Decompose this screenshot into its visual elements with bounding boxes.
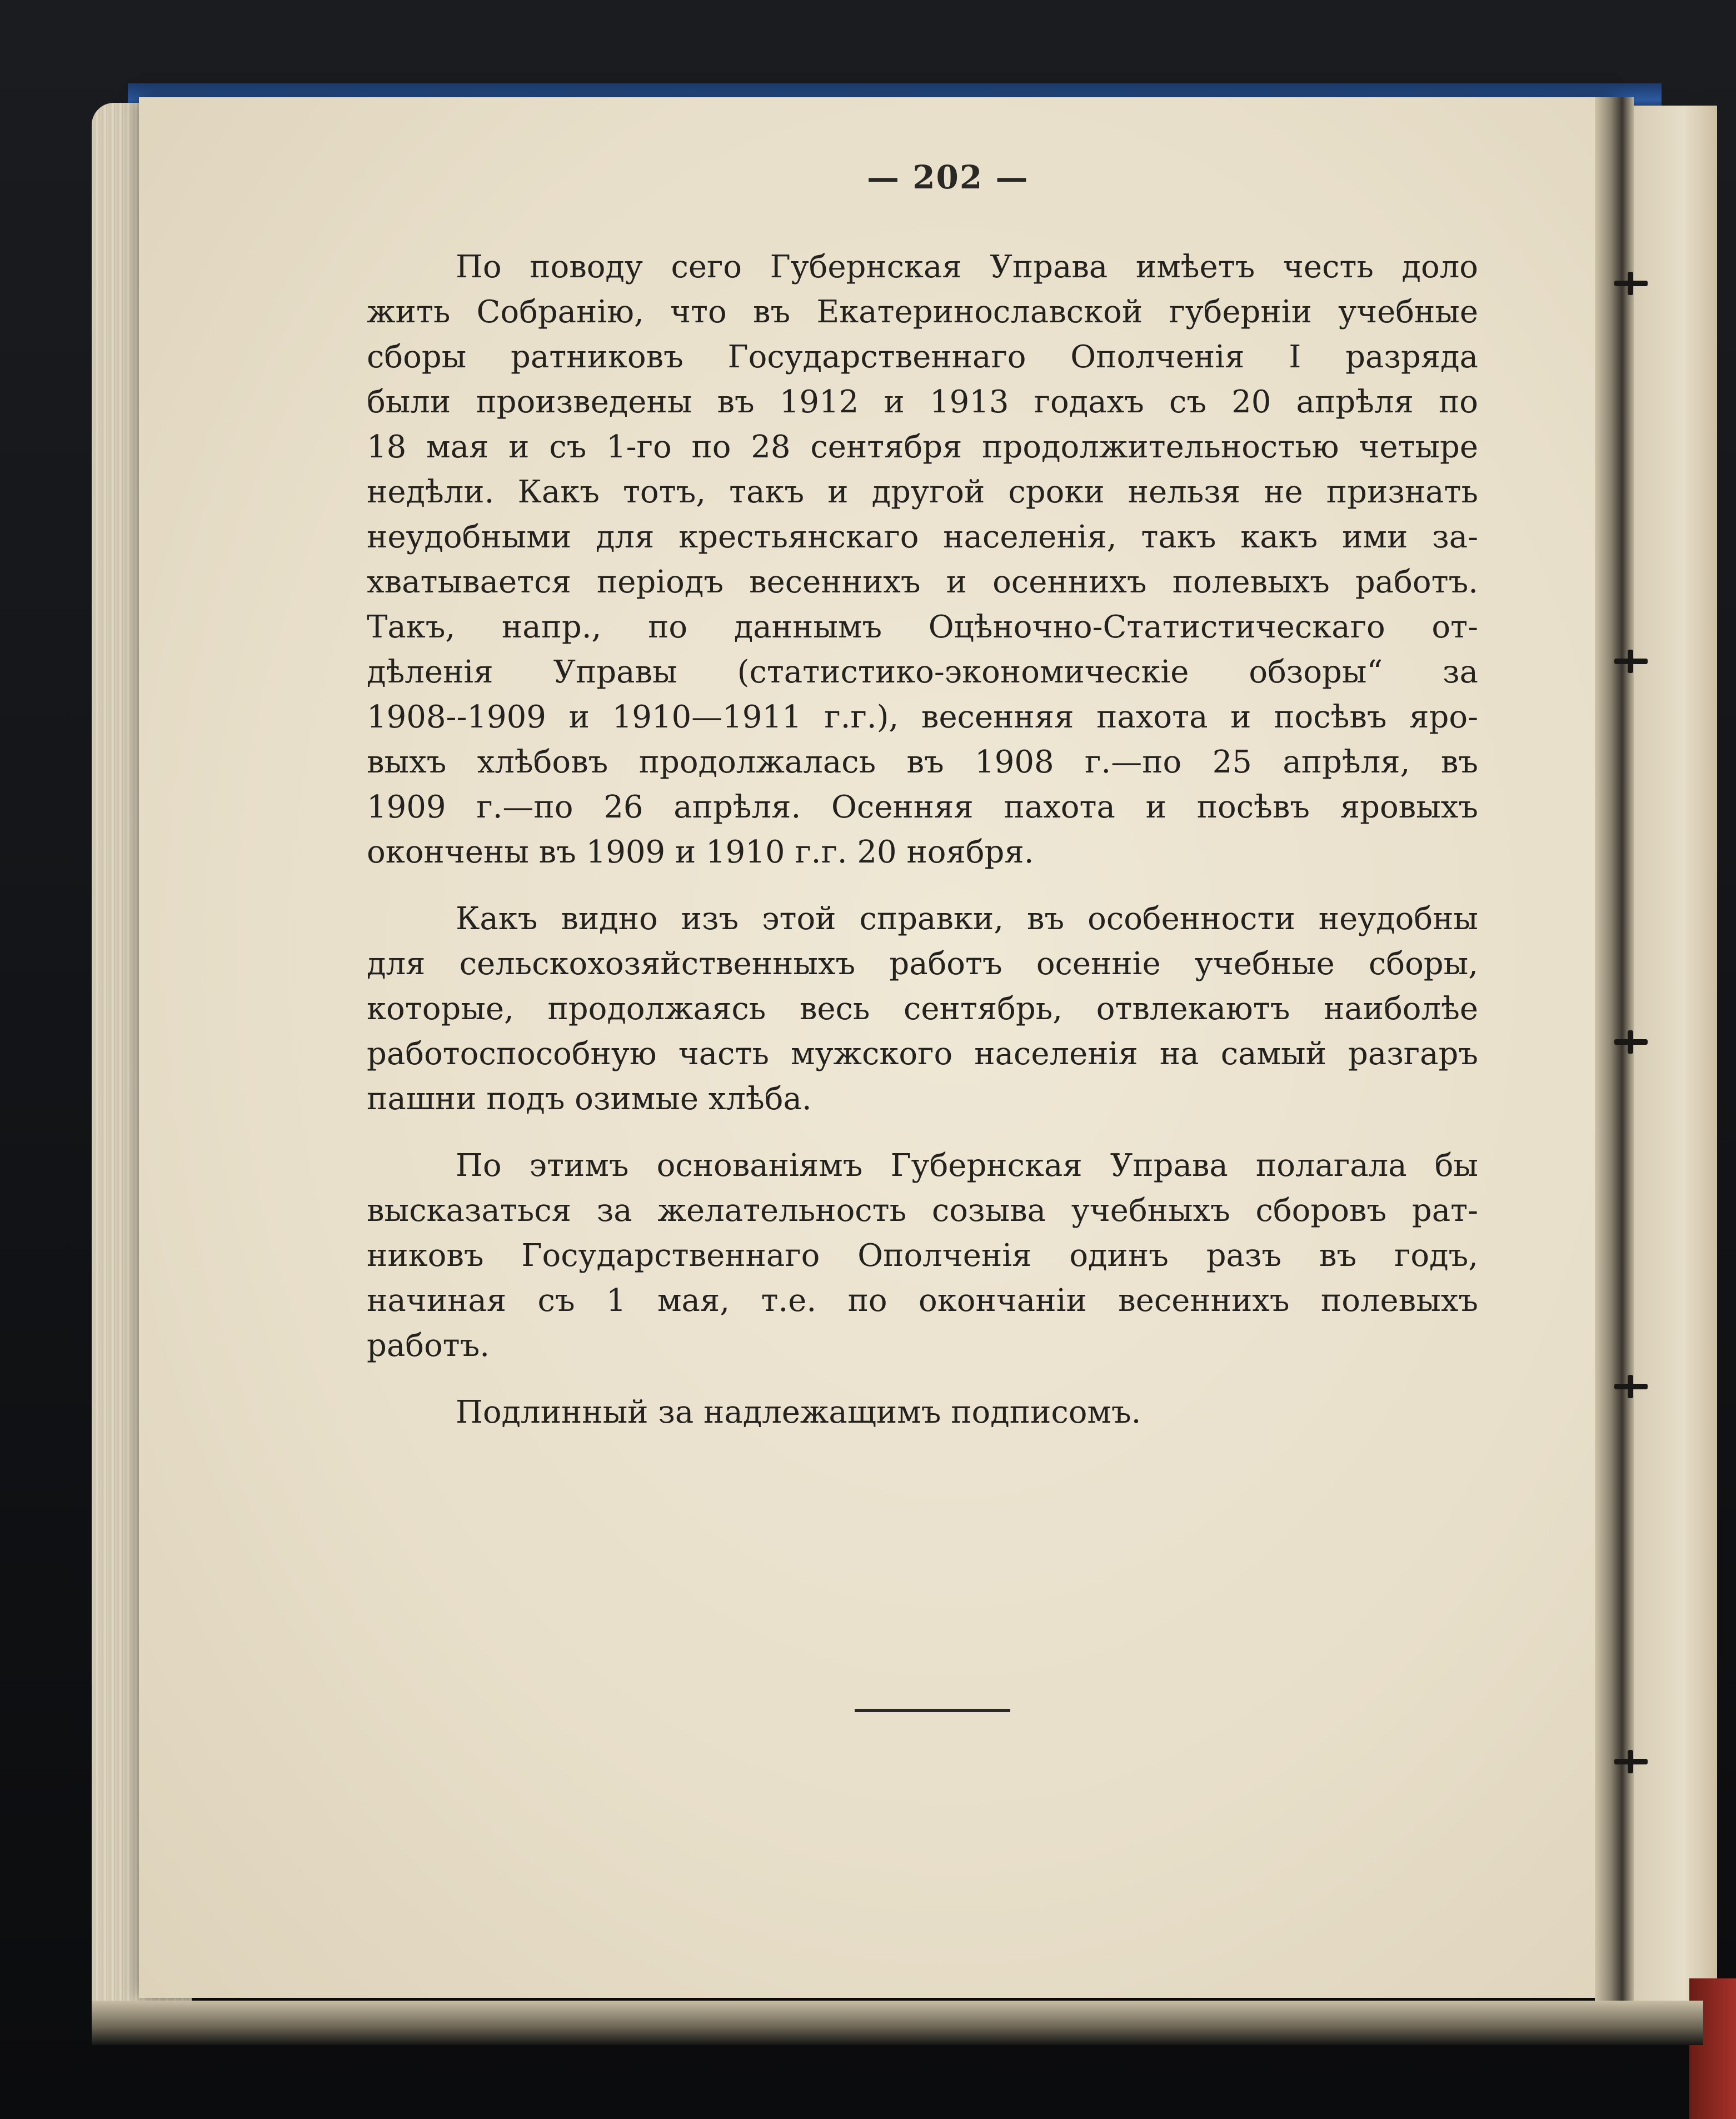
text-line: были произведены въ 1912 и 1913 годахъ съ 20 апрѣля по — [367, 384, 1478, 420]
text-line: Какъ видно изъ этой справки, въ особенности неудобны — [456, 901, 1478, 937]
text-line: никовъ Государственнаго Ополченія одинъ разъ въ годъ, — [367, 1238, 1478, 1274]
text-line: начиная съ 1 мая, т.е. по окончаніи весеннихъ полевыхъ — [367, 1283, 1478, 1319]
text-line: дѣленія Управы (статистико-экономическіе обзоры“ за — [367, 654, 1478, 690]
page-number: — 202 — — [867, 158, 1029, 196]
text-line: Такъ, напр., по даннымъ Оцѣночно-Статистическаго от- — [367, 609, 1478, 645]
paragraph-3 — [367, 1143, 1478, 1368]
text-line: высказаться за желательность созыва учебныхъ сборовъ рат- — [367, 1193, 1478, 1229]
binding-stitch — [1614, 659, 1648, 664]
page-bottom-edge — [92, 2001, 1703, 2045]
text-line: для сельскохозяйственныхъ работъ осенніе учебные сборы, — [367, 946, 1478, 982]
binding-stitch — [1614, 1384, 1648, 1389]
cover-corner — [1689, 1978, 1736, 2119]
paragraph-1 — [367, 245, 1478, 875]
text-line: недѣли. Какъ тотъ, такъ и другой сроки нельзя не признать — [367, 474, 1478, 510]
text-line: жить Собранію, что въ Екатеринославской губерніи учебные — [367, 294, 1478, 330]
text-line: пашни подъ озимые хлѣба. — [367, 1081, 812, 1117]
signature-note: Подлинный за надлежащимъ подписомъ. — [456, 1394, 1141, 1430]
text-line: 1909 г.—по 26 апрѣля. Осенняя пахота и посѣвъ яровыхъ — [367, 789, 1478, 825]
text-line: хватывается періодъ весеннихъ и осеннихъ полевыхъ работъ. — [367, 564, 1478, 600]
text-line: 18 мая и съ 1-го по 28 сентября продолжительностью четыре — [367, 429, 1478, 465]
text-line: окончены въ 1909 и 1910 г.г. 20 ноября. — [367, 834, 1034, 870]
text-line: По этимъ основаніямъ Губернская Управа полагала бы — [456, 1148, 1478, 1184]
text-line: которые, продолжаясь весь сентябрь, отвлекаютъ наиболѣе — [367, 991, 1478, 1027]
text-line: неудобными для крестьянскаго населенія, такъ какъ ими за- — [367, 519, 1478, 555]
text-line: 1908--1909 и 1910—1911 г.г.), весенняя пахота и посѣвъ яро- — [367, 699, 1478, 735]
page-body — [367, 245, 1478, 1457]
binding-stitch — [1614, 281, 1648, 286]
text-line: По поводу сего Губернская Управа имѣетъ честь доло — [456, 249, 1478, 285]
text-line: работоспособную часть мужского населенія на самый разгаръ — [367, 1036, 1478, 1072]
facing-page-edge — [1634, 106, 1717, 2006]
paragraph-signature — [367, 1390, 1478, 1435]
paragraph-2 — [367, 896, 1478, 1121]
text-line: работъ. — [367, 1328, 490, 1364]
binding-stitch — [1614, 1039, 1648, 1045]
text-line: сборы ратниковъ Государственнаго Ополченія I разряда — [367, 339, 1478, 375]
page-gutter — [1595, 97, 1634, 2020]
text-line: выхъ хлѣбовъ продолжалась въ 1908 г.—по 25 апрѣля, въ — [367, 744, 1478, 780]
binding-stitch — [1614, 1759, 1648, 1764]
section-divider — [855, 1709, 1010, 1712]
